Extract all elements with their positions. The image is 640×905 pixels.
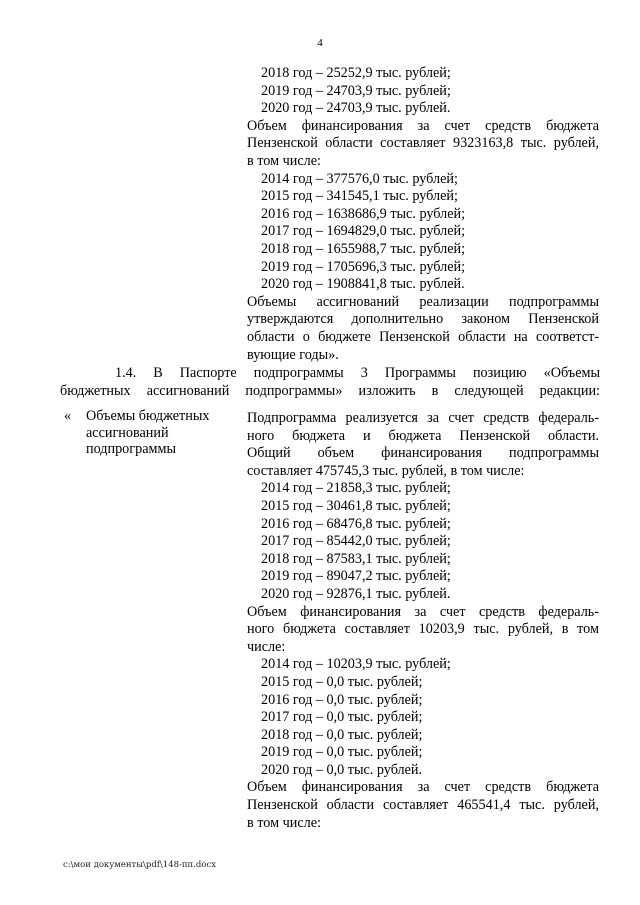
- year-line: 2017 год – 0,0 тыс. рублей;: [261, 709, 423, 726]
- opening-quote: «: [64, 408, 72, 424]
- paragraph-line: Пензенской области составляет 465541,4 тыс. рублей,: [247, 797, 599, 814]
- year-line: 2016 год – 1638686,9 тыс. рублей;: [261, 205, 466, 222]
- funding-block-continued: [247, 65, 599, 364]
- year-line: 2014 год – 10203,9 тыс. рублей;: [261, 656, 451, 673]
- year-line: 2019 год – 1705696,3 тыс. рублей;: [261, 258, 466, 275]
- year-line: 2015 год – 30461,8 тыс. рублей;: [261, 497, 451, 514]
- label-line: подпрограммы: [86, 441, 176, 457]
- year-line: 2019 год – 89047,2 тыс. рублей;: [261, 568, 451, 585]
- paragraph-line: Пензенской области составляет 9323163,8 тыс. рублей,: [247, 135, 599, 152]
- funding-block-new: [247, 410, 599, 832]
- year-line: 2016 год – 68476,8 тыс. рублей;: [261, 515, 451, 532]
- year-line: 2019 год – 24703,9 тыс. рублей;: [261, 82, 451, 99]
- year-line: 2014 год – 377576,0 тыс. рублей;: [261, 170, 458, 187]
- label-line: Объемы бюджетных: [86, 408, 210, 424]
- year-line: 2018 год – 87583,1 тыс. рублей;: [261, 550, 451, 567]
- year-line: 2017 год – 1694829,0 тыс. рублей;: [261, 223, 466, 240]
- year-line: 2017 год – 85442,0 тыс. рублей;: [261, 533, 451, 550]
- year-line: 2020 год – 1908841,8 тыс. рублей.: [261, 276, 465, 293]
- year-line: 2018 год – 1655988,7 тыс. рублей;: [261, 240, 466, 257]
- year-line: 2015 год – 341545,1 тыс. рублей;: [261, 188, 458, 205]
- paragraph-line: в том числе:: [247, 814, 321, 831]
- year-line: 2019 год – 0,0 тыс. рублей;: [261, 744, 423, 761]
- paragraph-line: утверждаются дополнительно законом Пензенской: [247, 311, 599, 328]
- file-path-footer: c:\мои документы\pdf\148-пп.docx: [63, 860, 217, 870]
- paragraph-line: области о бюджете Пензенской области на соответст-: [247, 328, 599, 345]
- paragraph-line: Объем финансирования за счет средств бюджета: [247, 117, 599, 134]
- paragraph-line: Общий объем финансирования подпрограммы: [247, 445, 599, 462]
- year-line: 2020 год – 92876,1 тыс. рублей.: [261, 585, 451, 602]
- label-line: ассигнований: [86, 424, 169, 441]
- year-line: 2014 год – 21858,3 тыс. рублей;: [261, 480, 451, 497]
- paragraph-line: 1.4. В Паспорте подпрограммы 3 Программы позицию «Объемы: [115, 365, 600, 381]
- year-line: 2015 год – 0,0 тыс. рублей;: [261, 673, 423, 690]
- paragraph-line: Объем финансирования за счет средств федераль-: [247, 603, 599, 620]
- paragraph-line: составляет 475745,3 тыс. рублей, в том числе:: [247, 462, 525, 479]
- paragraph-line: ного бюджета и бюджета Пензенской области.: [247, 427, 599, 444]
- paragraph-line: бюджетных ассигнований подпрограммы» изложить в следующей редакции:: [60, 382, 600, 399]
- year-line: 2018 год – 0,0 тыс. рублей;: [261, 726, 423, 743]
- position-label: [64, 408, 234, 458]
- year-line: 2018 год – 25252,9 тыс. рублей;: [261, 65, 451, 81]
- paragraph-line: в том числе:: [247, 152, 321, 169]
- paragraph-line: Объемы ассигнований реализации подпрограммы: [247, 293, 599, 310]
- paragraph-line: Подпрограмма реализуется за счет средств федераль-: [247, 410, 599, 426]
- paragraph-line: Объем финансирования за счет средств бюджета: [247, 779, 599, 796]
- paragraph-line: числе:: [247, 638, 286, 655]
- paragraph-line: ного бюджета составляет 10203,9 тыс. рублей, в том: [247, 621, 599, 638]
- year-line: 2016 год – 0,0 тыс. рублей;: [261, 691, 423, 708]
- page-number: 4: [317, 37, 323, 49]
- year-line: 2020 год – 0,0 тыс. рублей.: [261, 761, 423, 778]
- paragraph-line: вующие годы».: [247, 346, 339, 363]
- year-line: 2020 год – 24703,9 тыс. рублей.: [261, 100, 451, 117]
- section-1-4-paragraph: [60, 365, 600, 400]
